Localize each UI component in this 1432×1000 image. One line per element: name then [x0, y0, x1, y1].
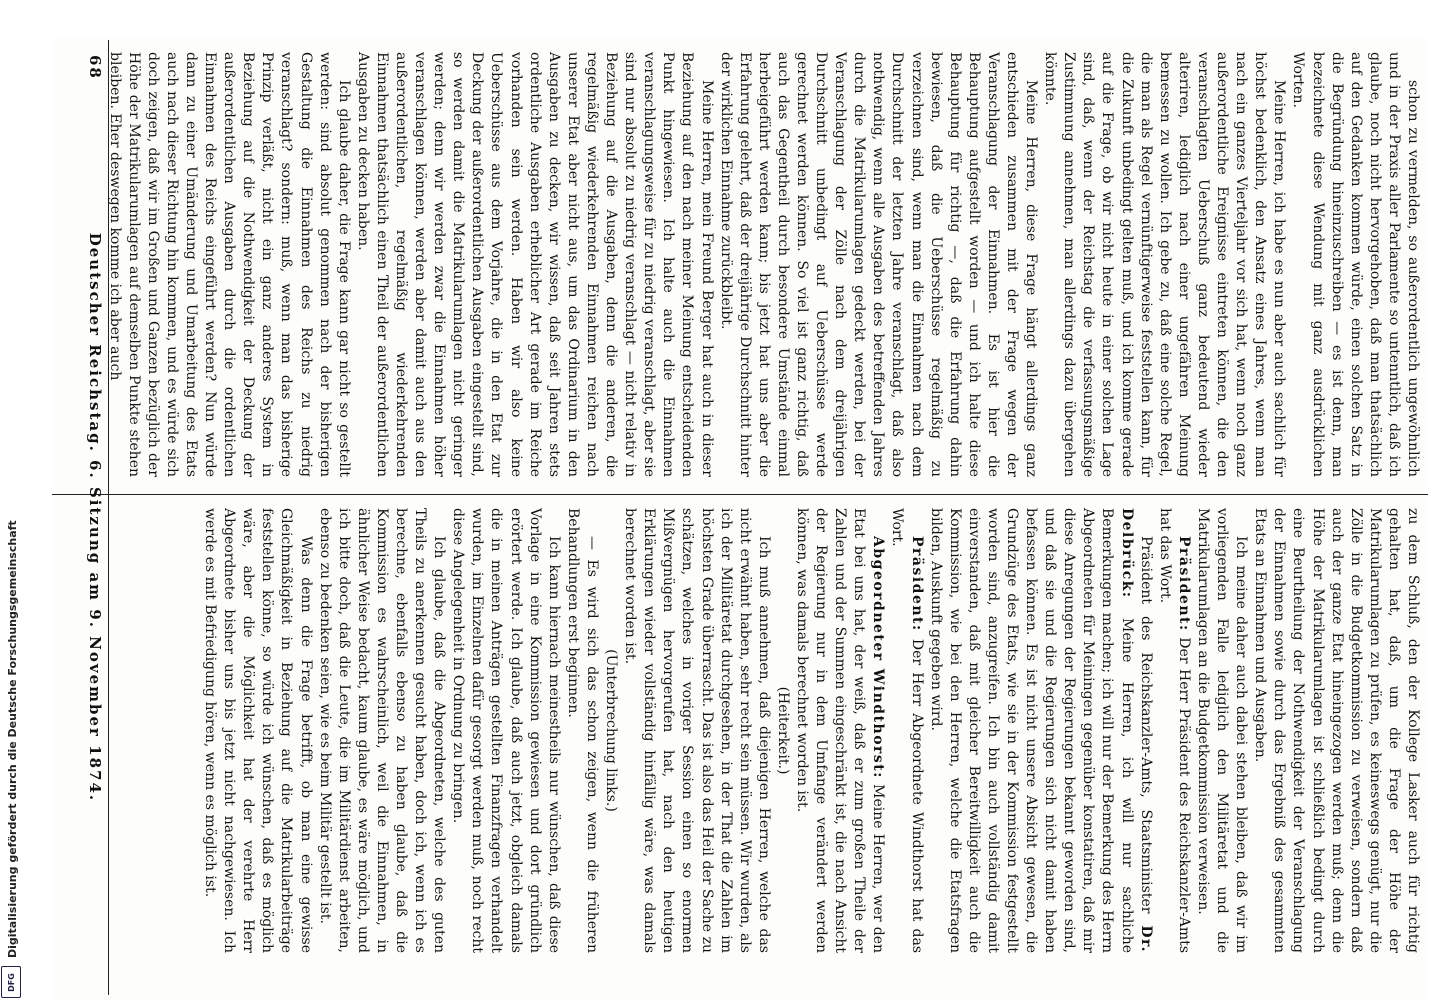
- paragraph: Was denn die Frage betrifft, ob man eine gewisse Gleichmäßigkeit in Beziehung auf die Matrikularbeiträge feststellen könne, so würde ich wünschen, daß es möglich wäre, aber die Möglichkeit hat der verehrte Herr Abgeordnete bisher uns bis jetzt nicht nachgewiesen. Ich werde es mit Befriedigung hören, wenn es möglich ist.: [202, 508, 314, 953]
- paragraph: Meine Herren, ich habe es nun aber auch sachlich für höchst bedenklich, den Ansatz eines Jahres, wenn man nach ein ganzes Vierteljahr vor sich hat, wenn noch ganz außerordentliche Ereignisse eintreten können, die den veranschlagten Ueberschuß ganz bedeutend wieder alteriren, lediglich nach einer ungefähren Meinung bemessen zu wollen. Ich gebe zu, daß eine solche Regel, die man als Regel vernünftigerweise feststellen kann, für die Zukunft unbedingt gelten muß, und ich komme gerade auf die Frage, ob wir nicht heute in einer solchen Lage sind, daß, wenn der Reichstag die verfassungsmäßige Zustimmung annehmen, man allerdings dazu übergehen könnte.: [1042, 52, 1288, 477]
- paragraph: schon zu vermelden, so außerordentlich ungewöhnlich und in der Praxis aller Parlamente so untenntlich, daß ich glaube, noch nicht hervorgehoben, daß man thatsächlich auf den Gedanken kommen würde, einen solchen Satz in die Begründung hineinzuschreiben — es ist denn, man bezeichnete diese Wendung mit ganz ausdrücklichen Worten.: [1290, 52, 1421, 477]
- column-right: [107, 508, 1422, 953]
- speaker-president: Präsident:: [908, 536, 925, 632]
- page-header: [84, 55, 104, 985]
- paragraph: Meine Herren, diese Frage hängt allerdings ganz entschieden zusammen mit der Frage wegen der Veranschlagung der Einnahmen. Es ist hier die Behauptung aufgestellt worden — und ich halte diese Behauptung für richtig —, daß die Erfahrung dahin bewiesen, daß die Ueberschüsse regelmäßig zu verzeichnen sind, wenn man die Einnahmen nach dem Durchschnitt der letzten Jahre veranschlagt, daß also nothwendig, wenn alle Ausgaben des betreffenden Jahres durch die Matrikularumlagen gedeckt werden, bei der Veranschlagung der Zölle nach dem dreijährigen Durchschnitt unbedingt auf Ueberschüsse werde gerechnet werden können. So viel ist ganz richtig, daß auch das Gegentheil durch besondere Umstände einmal herbeigeführt werden kann; bis jetzt hat uns aber die Erfahrung gelehrt, daß der dreijährige Durchschnitt hinter der wirklichen Einnahme zurückbleibt.: [717, 52, 1040, 477]
- paragraph: — Es wird sich das schon zeigen, wenn die früheren Behandlungen erst beginnen.: [564, 508, 600, 953]
- page-number: 68: [86, 55, 104, 80]
- running-title: Deutscher Reichstag. 6. Sitzung am 9. November 1874.: [86, 232, 104, 803]
- speaker-windthorst: Abgeordneter Windthorst:: [870, 536, 887, 779]
- speech-text: Der Herr Abgeordnete Windthorst hat das Wort.: [889, 508, 925, 954]
- stage-direction: (Heiterkeit.): [774, 686, 791, 775]
- digitization-credit: Digitalisierung gefördert durch die Deutsche Forschungsgemeinschaft: [6, 520, 19, 958]
- speaker-president: Präsident:: [1175, 536, 1192, 632]
- paragraph: Meine Herren, mein Freund Berger hat auch in dieser Beziehung auf den nach meiner Meinung entscheidenden Punkt hingewiesen. Ich halte auch die Einnahmen veranschlagungsweise für zu niedrig veranschlagt, aber sie sind nur absolut zu niedrig veranschlagt — nicht relativ in Beziehung auf die Ausgaben, denn die anderen, die regelmäßig wiederkehrenden Einnahmen reichen nach unserer Etat aber nicht aus, um das Ordinarium in den Ausgaben zu decken, wir wissen, daß seit Jahren stets ordentliche Ausgaben erheblicher Art gerade im Reiche vorhanden sein werden. Haben wir also keine Ueberschüsse aus dem Vorjahre, die in den Etat zur Deckung der außerordentlichen Ausgaben eingestellt sind, so werden damit die Matrikularumlagen nicht geringer werden; denn wir werden zwar die Einnahmen höher veranschlagen können, werden aber damit auch aus den außerordentlichen, regelmäßig wiederkehrenden Einnahmen thatsächlich einen Theil der außerordentlichen Ausgaben zu decken haben.: [354, 52, 715, 477]
- speech-text: Der Herr Präsident des Reichskanzler-Amts hat das Wort.: [1156, 508, 1192, 954]
- dfg-logo: DFG: [1, 966, 21, 998]
- paragraph: Ich glaube, daß die Abgeordneten, welche des guten Theils zu anerkennen gesucht haben, doch ich, wenn ich es berechne, ebenfalls ebenso zu haben glaube, daß die Kommission es wahrscheinlich, weil die Einnahmen, in ähnlicher Weise bedacht, kaum glaube, es wäre möglich, und ich bitte doch, daß die Leute, die im Militärdienst arbeiten, ebenso zu bedenken seien, wie es beim Militär gestellt ist.: [316, 508, 448, 953]
- paragraph: Ich kann hiernach meinestheils nur wünschen, daß diese Vorlage in eine Kommission gewiesen und dort gründlich erörtert werde. Ich glaube, daß auch jetzt, obgleich damals die in meinen Anträgen gestellten Finanzfragen verhandelt wurden, im Einzelnen dafür gesorgt werden muß, noch recht diese Angelegenheit in Ordnung zu bringen.: [450, 508, 562, 953]
- column-left: [107, 52, 1422, 477]
- speech-text: Meine Herren, wer den Etat bei uns hat, der weiß, daß er zum großen Theile der Zahlen und der Summen eingeschränkt ist, die nach Ansicht der Regierung nur in dem Umfange verändert werden können, was damals berechnet worden ist.: [794, 508, 887, 954]
- paragraph: Ich muß annehmen, daß diejenigen Herren, welche das nicht erwähnt haben, sehr recht sein müssen. Wir wurden, als ich der Militäretat durchgesehen, in der That die Zahlen im höchsten Grade überrascht. Das ist also das Heil der Sache zu schätzen, welches in voriger Session einen so enormen Mißvergnügen hervorgerufen hat, nach den heutigen Erklärungen wieder vollständig hinfällig wäre, was damals berechnet worden ist.: [622, 508, 772, 953]
- paragraph: Ich glaube daher, die Frage kann gar nicht so gestellt werden: sind absolut genommen nach der bisherigen Gestaltung die Einnahmen des Reichs zu niedrig veranschlagt? sondern: muß, wenn man das bisherige Prinzip verläßt, nicht ein ganz anderes System in Beziehung auf die Nothwendigkeit der Deckung der außerordentlichen Ausgaben durch die ordentlichen Einnahmen des Reichs eingeführt werden? Nun würde dann zu einer Umänderung und Umarbeitung des Etats auch nach dieser Richtung hin kommen, und es würde sich doch zeigen, daß wir im Großen und Ganzen bezüglich der Höhe der Matrikularumlagen auf demselben Punkte stehen bleiben. Eher deswegen komme ich aber auch: [106, 52, 352, 477]
- column-divider: [52, 494, 1428, 495]
- paragraph: Ich meine daher auch dabei stehen bleiben, daß wir im vorliegenden Falle lediglich den Militäretat und die Matrikularumlagen an die Budgetkommission verweisen.: [1194, 508, 1250, 953]
- speech-text: Meine Herren, ich will nur sachliche Bemerkungen machen; ich will nur der Bemerkung des Herrn Abgeordneten für Meiningen gegenüber konstatiren, daß mir diese Anregungen der Regierungen bekannt geworden sind, und daß sie und die Regierungen sich nicht damit haben befassen können. Es ist nicht unsere Absicht gewesen, die Grundzüge des Etats, wie sie in der Kommission festgestellt worden sind, anzugreifen. Ich bin auch vollständig damit einverstanden, daß mit gleicher Bereitwilligkeit auch die Kommission, wie bei den Herren, welche die Etatsfragen bilden, Auskunft gegeben wird.: [927, 508, 1135, 953]
- speaker-title: Präsident des Reichskanzler-Amts, Staatsminister: [1137, 536, 1154, 914]
- speaker-delbrueck: Dr. Delbrück:: [1118, 508, 1154, 953]
- stage-direction: (Unterbrechung links.): [603, 649, 620, 812]
- paragraph: zu dem Schluß, den der Kollege Lasker auch für richtig gehalten hat, daß, um die Frage der Höhe der Matrikularumlagen zu prüfen, es keineswegs genügt, nur die Zölle in die Budgetkommission zu verweisen, sondern daß auch der ganze Etat hineingezogen werden muß; denn die Höhe der Matrikularumlagen ist schließlich bedingt durch eine Beurtheilung der Nothwendigkeit der Veranschlagung der Einnahmen sowie durch das Ergebniß des gesammten Etats an Einnahmen und Ausgaben.: [1252, 508, 1421, 953]
